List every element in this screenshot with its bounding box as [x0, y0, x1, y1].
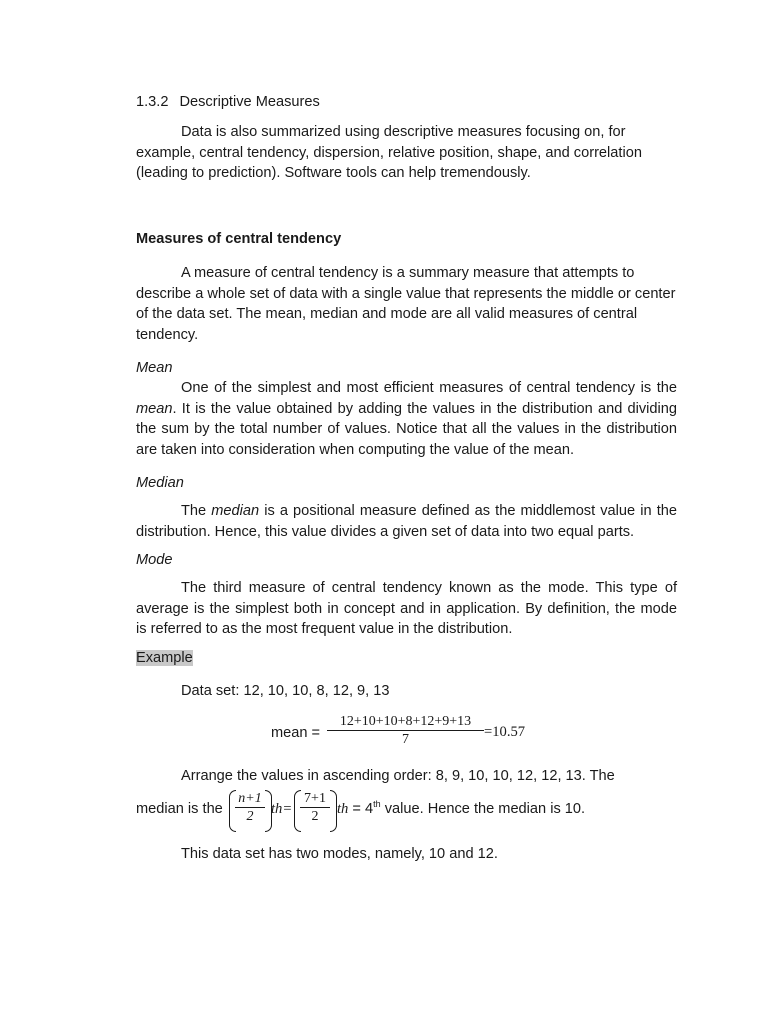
mean-formula-label: mean =: [271, 725, 321, 741]
section-number: 1.3.2: [136, 94, 169, 110]
mode-paragraph: The third measure of central tendency known as the mode. This type of average is the simplest both in concept and in application. By definition, the mode is referred to as the most frequent value in the distribution.: [136, 580, 677, 637]
median-th-2: th: [337, 801, 349, 817]
fraction-2-numerator: 7+1: [304, 791, 326, 806]
median-text-before: The: [181, 503, 207, 519]
fraction-1-numerator: n+1: [238, 791, 262, 806]
median-text-after: is a positional measure defined as the middlemost value in the distribution. Hence, this value divides a given set of data into two equal parts.: [136, 503, 677, 540]
section-title: Descriptive Measures: [179, 94, 320, 110]
mean-paragraph: [136, 378, 677, 460]
median-suffix: value. Hence the median is 10.: [384, 801, 586, 817]
example-label: Example: [136, 650, 193, 666]
mean-denominator: 7: [402, 732, 409, 747]
mean-fraction: [327, 713, 484, 748]
median-rest: [337, 799, 585, 820]
median-paragraph: [136, 501, 677, 542]
mean-text-before: One of the simplest and most efficient measures of central tendency is the: [181, 380, 677, 396]
median-fraction-1: [235, 790, 265, 825]
median-prefix: median is the: [136, 801, 223, 817]
mean-text-after: . It is the value obtained by adding the values in the distribution and dividing the sum by the total number of values. Notice that all the values in the distribution are taken into consideration when computing the value of the mean.: [136, 400, 677, 458]
fraction-1-denominator: 2: [246, 809, 254, 824]
median-heading: Median: [136, 475, 184, 491]
mode-heading: Mode: [136, 552, 173, 568]
central-tendency-heading: Measures of central tendency: [136, 231, 342, 247]
mean-term: mean: [136, 400, 173, 417]
mean-heading: Mean: [136, 360, 173, 376]
central-tendency-paragraph: A measure of central tendency is a summary measure that attempts to describe a whole set of data with a single value that represents the middle or center of the data set. The mean, median and mode are all valid measures of central tendency.: [136, 265, 676, 343]
median-term: median: [211, 503, 260, 519]
right-paren: [330, 790, 337, 832]
fraction-2-denominator: 2: [311, 809, 319, 824]
median-superscript: th: [373, 799, 381, 809]
modes-line: This data set has two modes, namely, 10 and 12.: [181, 846, 498, 862]
mean-result: =10.57: [484, 724, 526, 740]
section-heading: [136, 92, 677, 113]
median-th-1: th=: [271, 801, 293, 817]
median-fraction-2: [300, 790, 330, 825]
arrange-line: Arrange the values in ascending order: 8, 9, 10, 10, 12, 12, 13. The: [181, 768, 615, 784]
dataset-line: Data set: 12, 10, 10, 8, 12, 9, 13: [181, 683, 390, 699]
mean-numerator: 12+10+10+8+12+9+13: [339, 714, 472, 729]
median-equals: = 4: [352, 801, 374, 817]
intro-paragraph: Data is also summarized using descriptive measures focusing on, for example, central tendency, dispersion, relative position, shape, and correlation (leading to prediction). Software tools can help tremendously.: [136, 124, 642, 181]
